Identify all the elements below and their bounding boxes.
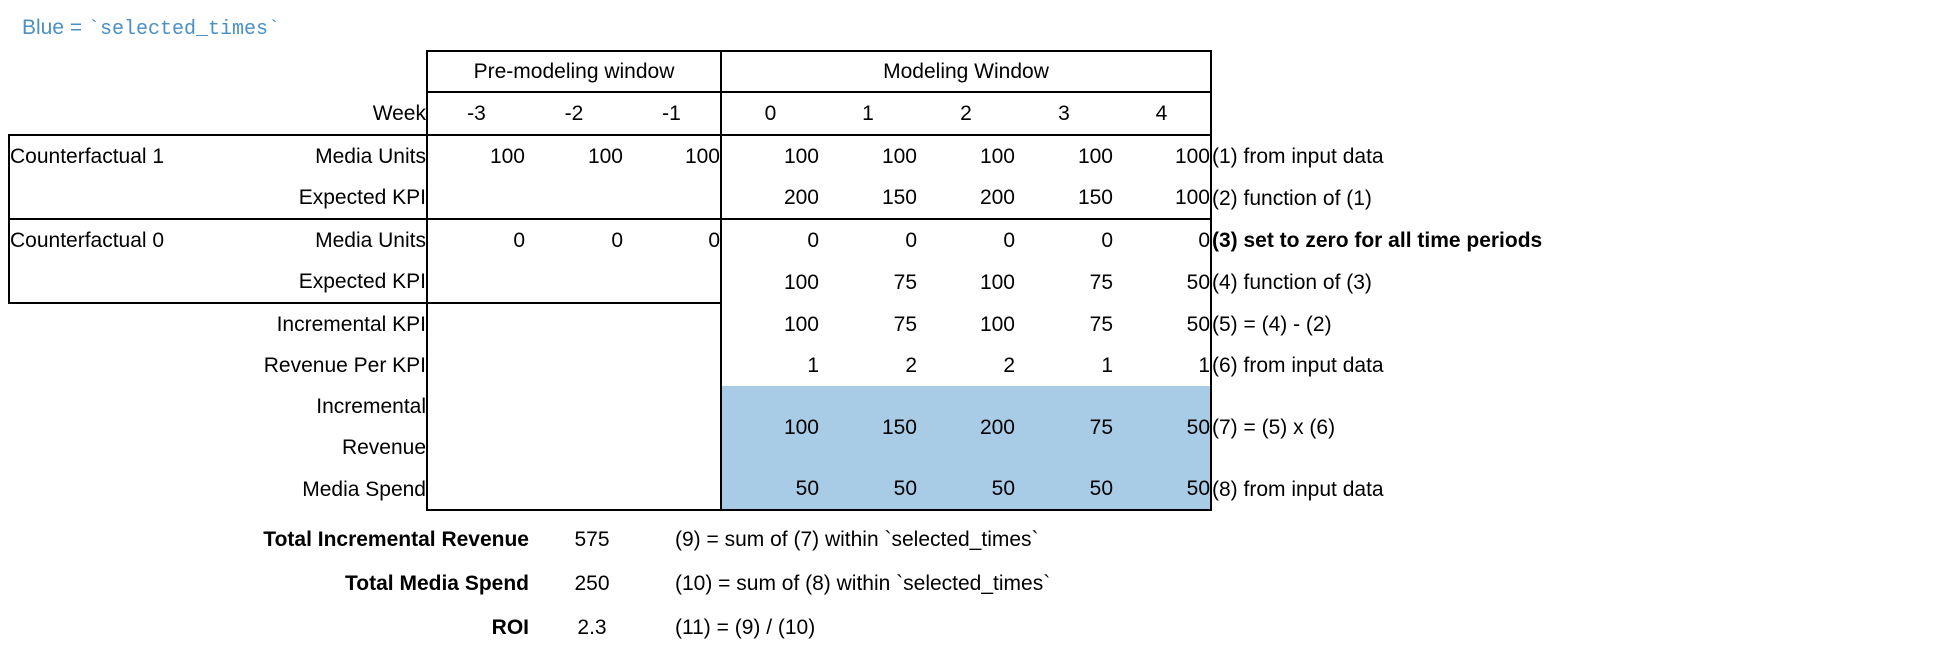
cell-mod-2: 0: [917, 219, 1015, 261]
cell-mod-2: 100: [979, 270, 1015, 294]
cell-mod-2: 50: [917, 468, 1015, 510]
week-pre-1: -2: [525, 92, 623, 135]
table-row: [9, 386, 1631, 468]
spacer-cell: [1211, 51, 1631, 92]
cell-mod-4: 0: [1113, 219, 1211, 261]
roi-calculation-table: [8, 50, 1632, 511]
cell-mod-0: 200: [721, 177, 819, 219]
cell-mod-0: 100: [721, 386, 819, 468]
cell-pre-2: 100: [623, 135, 721, 177]
week-label: Week: [372, 101, 426, 125]
cell-pre-0: 0: [427, 219, 525, 261]
row-note-2: (2) function of (1): [1212, 186, 1372, 210]
summary-note-9: (9) = sum of (7) within `selected_times`: [675, 528, 1039, 551]
cell-pre-0: [427, 468, 525, 510]
cell-pre-1: [525, 303, 623, 345]
cell-mod-3: 150: [1077, 186, 1113, 209]
row-label-media-units-cf1: Media Units: [237, 135, 427, 177]
table-row: [9, 345, 1631, 386]
cell-mod-1: 150: [881, 186, 917, 209]
legend: [22, 16, 280, 41]
summary-note-11: (11) = (9) / (10): [675, 616, 816, 639]
cell-pre-0: [427, 261, 525, 303]
table-week-row: [9, 92, 1631, 135]
cell-mod-1: 75: [893, 270, 917, 294]
cell-mod-1: 75: [893, 312, 917, 336]
cell-mod-1: 50: [819, 468, 917, 510]
summary-label-roi: ROI: [491, 616, 529, 639]
row-group-empty: [9, 303, 237, 345]
cell-mod-3: 0: [1015, 219, 1113, 261]
cell-pre-0: [427, 177, 525, 219]
table-row: [9, 219, 1631, 261]
summary-row: [8, 562, 1051, 606]
cell-mod-2: 2: [1003, 354, 1015, 377]
table-row: [9, 177, 1631, 219]
cell-pre-2: [623, 345, 721, 386]
row-note-5: (5) = (4) - (2): [1212, 312, 1332, 336]
row-note-4: (4) function of (3): [1212, 270, 1372, 294]
cell-pre-1: [525, 386, 623, 468]
cell-mod-3: 1: [1101, 354, 1113, 377]
week-mod-3: 3: [1015, 92, 1113, 135]
cell-mod-1: 2: [905, 354, 917, 377]
cell-pre-1: [525, 177, 623, 219]
cell-mod-0: 1: [721, 345, 819, 386]
week-mod-0: 0: [721, 92, 819, 135]
summary-row: [8, 606, 1051, 650]
table-group-header-row: [9, 51, 1631, 92]
cell-mod-0: 100: [721, 303, 819, 345]
row-note-7: (7) = (5) x (6): [1212, 415, 1336, 439]
cell-pre-1: 100: [525, 135, 623, 177]
cell-pre-1: [525, 468, 623, 510]
cell-mod-4: 50: [1113, 303, 1211, 345]
summary-value-total-media-spend: 250: [574, 572, 610, 595]
row-group-empty: [9, 261, 237, 303]
cell-mod-1: 100: [819, 135, 917, 177]
modeling-window-header: Modeling Window: [721, 51, 1211, 92]
cell-pre-2: [623, 261, 721, 303]
row-group-empty: [9, 386, 237, 468]
table-row: [9, 468, 1631, 510]
cell-pre-2: [623, 303, 721, 345]
spacer-cell: [1211, 92, 1631, 135]
row-note-6: (6) from input data: [1212, 354, 1384, 377]
cell-pre-0: [427, 345, 525, 386]
cell-mod-3: 100: [1015, 135, 1113, 177]
cell-pre-2: [623, 468, 721, 510]
row-note-3: (3) set to zero for all time periods: [1212, 228, 1543, 252]
cell-mod-4: 100: [1113, 135, 1211, 177]
cell-pre-0: 100: [427, 135, 525, 177]
cell-mod-4: 50: [1113, 261, 1211, 303]
table-row: [9, 261, 1631, 303]
summary-value-roi: 2.3: [577, 616, 607, 639]
cell-mod-4: 50: [1113, 386, 1211, 468]
summary-value-total-incremental-revenue: 575: [574, 528, 610, 551]
row-label-revenue-per-kpi: Revenue Per KPI: [263, 354, 426, 377]
cell-mod-4: 50: [1113, 468, 1211, 510]
summary-label-total-incremental-revenue: Total Incremental Revenue: [263, 528, 529, 551]
row-label-expected-kpi-cf1: Expected KPI: [298, 186, 426, 209]
row-note-8: (8) from input data: [1212, 477, 1384, 501]
table-row: [9, 303, 1631, 345]
row-label-media-spend: Media Spend: [302, 477, 426, 501]
legend-prefix: Blue =: [22, 16, 83, 39]
summary-note-10: (10) = sum of (8) within `selected_times`: [675, 572, 1051, 595]
cell-pre-1: [525, 261, 623, 303]
week-pre-0: -3: [427, 92, 525, 135]
cell-pre-2: 0: [623, 219, 721, 261]
row-label-incremental-kpi: Incremental KPI: [276, 313, 426, 336]
cell-mod-0: 100: [721, 261, 819, 303]
cell-mod-2: 100: [979, 312, 1015, 336]
cell-mod-4: 100: [1113, 177, 1211, 219]
week-mod-2: 2: [917, 92, 1015, 135]
cell-mod-2: 200: [979, 186, 1015, 209]
cell-mod-0: 50: [721, 468, 819, 510]
row-group-empty: [9, 177, 237, 219]
cell-pre-0: [427, 386, 525, 468]
row-group-counterfactual-0: Counterfactual 0: [9, 219, 237, 261]
summary-label-total-media-spend: Total Media Spend: [345, 572, 529, 595]
cell-pre-2: [623, 177, 721, 219]
table-row: [9, 135, 1631, 177]
week-pre-2: -1: [623, 92, 721, 135]
cell-mod-4: 1: [1113, 345, 1211, 386]
row-group-counterfactual-1: Counterfactual 1: [9, 135, 237, 177]
spacer-cell: [9, 92, 237, 135]
cell-mod-3: 75: [1089, 312, 1113, 336]
cell-pre-2: [623, 386, 721, 468]
cell-mod-0: 100: [721, 135, 819, 177]
cell-mod-3: 50: [1015, 468, 1113, 510]
spacer-cell: [9, 51, 237, 92]
cell-mod-3: 75: [1015, 386, 1113, 468]
week-mod-4: 4: [1113, 92, 1211, 135]
spacer-cell: [237, 51, 427, 92]
summary-block: [8, 518, 1051, 650]
cell-pre-0: [427, 303, 525, 345]
row-group-empty: [9, 468, 237, 510]
cell-mod-2: 100: [917, 135, 1015, 177]
cell-mod-1: 0: [819, 219, 917, 261]
cell-pre-1: [525, 345, 623, 386]
cell-mod-2: 200: [917, 386, 1015, 468]
cell-mod-0: 0: [721, 219, 819, 261]
summary-row: [8, 518, 1051, 562]
row-note-1: (1) from input data: [1212, 144, 1384, 168]
cell-mod-1: 150: [819, 386, 917, 468]
row-label-media-units-cf0: Media Units: [237, 219, 427, 261]
cell-pre-1: 0: [525, 219, 623, 261]
premodeling-window-header: Pre-modeling window: [427, 51, 721, 92]
row-label-expected-kpi-cf0: Expected KPI: [237, 261, 427, 303]
cell-mod-3: 75: [1089, 270, 1113, 294]
row-group-empty: [9, 345, 237, 386]
week-mod-1: 1: [819, 92, 917, 135]
row-label-incremental-revenue: Incremental Revenue: [316, 395, 426, 459]
legend-code: `selected_times`: [87, 18, 281, 41]
